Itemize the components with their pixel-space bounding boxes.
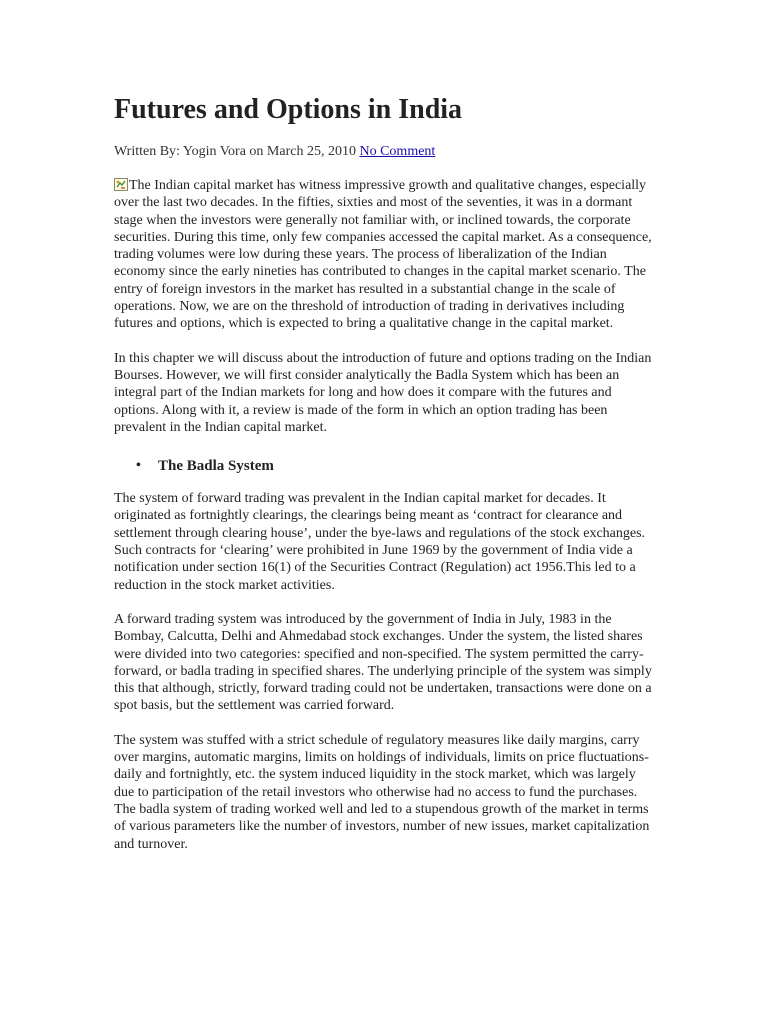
- section-heading-badla-system: [136, 456, 659, 476]
- article: [114, 92, 659, 853]
- byline-text: Written By: Yogin Vora on March 25, 2010: [114, 144, 360, 159]
- chapter-overview-paragraph: In this chapter we will discuss about the introduction of future and options trading on the Indian Bourses. However, we will first consider analytically the Badla System which has been an integral part of the Indian markets for long and how does it compare with the futures and options. Along with it, a review is made of the form in which an option trading has been prevalent in the Indian capital market.: [114, 350, 652, 435]
- intro-paragraph-text: The Indian capital market has witness impressive growth and qualitative changes, especially over the last two decades. In the fifties, sixties and most of the seventies, it was in a dormant stage when the investors were generally not familiar with, or inclined towards, the corporate securities. During this time, only few companies accessed the capital market. As a consequence, trading volumes were low during these years. The process of liberalization of the Indian economy since the early nineties has contributed to changes in the capital market scenario. The entry of foreign investors in the market has resulted in a substantial change in the scale of operations. Now, we are on the threshold of introduction of trading in derivatives including futures and options, which is expected to bring a qualitative change in the capital market.: [114, 178, 652, 332]
- badla-paragraph-2: A forward trading system was introduced by the government of India in July, 1983 in the Bombay, Calcutta, Delhi and Ahmedabad stock exchanges. Under the system, the listed shares were divided into two categories: specified and non-specified. The system permitted the carry- forward, or badla trading in specified shares. The underlying principle of the system was simply this that although, strictly, forward trading could not be undertaken, transactions were done on a spot basis, but the settlement was carried forward.: [114, 611, 652, 714]
- badla-paragraph-1: The system of forward trading was prevalent in the Indian capital market for decades. It originated as fortnightly clearings, the clearings being meant as ‘contract for clearance and settlement through clearing house’, under the bye-laws and regulations of the stock exchanges. Such contracts for ‘clearing’ were prohibited in June 1969 by the government of India vide a notification under section 16(1) of the Securities Contract (Regulation) act 1956.This led to a reduction in the stock market activities.: [114, 491, 646, 593]
- no-comment-link[interactable]: No Comment: [359, 144, 436, 159]
- section-heading-list: [114, 456, 659, 476]
- section-heading-text: The Badla System: [158, 458, 274, 475]
- document-broken-image-icon: [114, 178, 128, 191]
- article-title: Futures and Options in India: [114, 94, 463, 125]
- article-byline: [114, 143, 659, 161]
- badla-paragraph-3: The system was stuffed with a strict schedule of regulatory measures like daily margins, carry over margins, automatic margins, limits on holdings of individuals, limits on price fluctuations- daily and fortnightly, etc. the system induced liquidity in the stock market, which was largely due to participation of the retail investors who otherwise had no access to fund the purchases. The badla system of trading worked well and led to a stupendous growth of the market in terms of various parameters like the number of investors, number of new issues, market capitalization and turnover.: [114, 732, 650, 852]
- intro-paragraph: [114, 177, 659, 333]
- list-bullet: •: [136, 458, 141, 474]
